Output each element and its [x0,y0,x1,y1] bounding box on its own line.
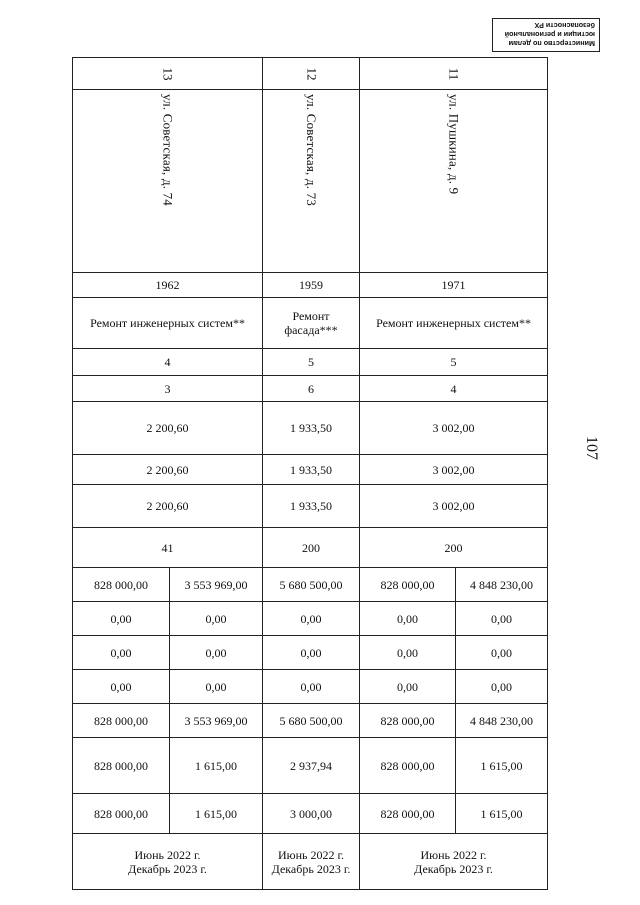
area-residential-cell: 2 200,60 [72,484,262,527]
value-cell: 0,00 [455,635,547,669]
value-cell: 828 000,00 [72,737,169,793]
value-cell: 828 000,00 [359,737,455,793]
year-cell: 1971 [359,272,547,297]
value-cell: 5 680 500,00 [262,703,359,737]
ministry-stamp [492,18,600,52]
work-type-cell: Ремонт фасада*** [262,297,359,348]
stamp-line: юстиции и региональной [504,30,595,39]
value-cell: 1 615,00 [169,793,262,833]
stamp-line: Министерство по делам [508,39,595,48]
year-cell: 1962 [72,272,262,297]
year-cell: 1959 [262,272,359,297]
stamp-line: безопасности РХ [534,21,595,30]
value-cell: 0,00 [169,669,262,703]
area-residential-cell: 1 933,50 [262,484,359,527]
value-cell: 0,00 [169,601,262,635]
residents-cell: 200 [262,527,359,567]
value-cell: 828 000,00 [359,567,455,601]
value-cell: 1 615,00 [455,793,547,833]
value-cell: 828 000,00 [359,793,455,833]
term-cell: Июнь 2022 г. Декабрь 2023 г. [262,833,359,889]
floors-cell: 5 [262,348,359,375]
value-cell: 0,00 [169,635,262,669]
area-living-cell: 1 933,50 [262,454,359,484]
value-cell: 828 000,00 [72,703,169,737]
value-cell: 0,00 [262,601,359,635]
value-cell: 0,00 [262,635,359,669]
column-number-text: 11 [446,67,462,80]
value-cell: 3 553 969,00 [169,567,262,601]
entrances-cell: 6 [262,375,359,401]
page-number: 107 [583,436,600,460]
area-living-cell: 3 002,00 [359,454,547,484]
entrances-cell: 3 [72,375,262,401]
value-cell: 828 000,00 [72,567,169,601]
work-type-cell: Ремонт инженерных систем** [72,297,262,348]
column-number [262,57,359,89]
value-cell: 0,00 [72,635,169,669]
value-cell: 828 000,00 [72,793,169,833]
area-total-cell: 3 002,00 [359,401,547,454]
value-cell: 0,00 [359,601,455,635]
value-cell: 1 615,00 [169,737,262,793]
area-total-cell: 1 933,50 [262,401,359,454]
value-cell: 0,00 [72,601,169,635]
value-cell: 4 848 230,00 [455,703,547,737]
address-text: ул. Советская, д. 73 [304,94,319,207]
column-number [72,57,262,89]
value-cell: 0,00 [72,669,169,703]
value-cell: 3 553 969,00 [169,703,262,737]
value-cell: 0,00 [359,635,455,669]
value-cell: 0,00 [359,669,455,703]
value-cell: 0,00 [262,669,359,703]
value-cell: 5 680 500,00 [262,567,359,601]
term-cell: Июнь 2022 г. Декабрь 2023 г. [72,833,262,889]
address-text: ул. Пушкина, д. 9 [446,94,462,195]
area-residential-cell: 3 002,00 [359,484,547,527]
value-cell: 2 937,94 [262,737,359,793]
area-living-cell: 2 200,60 [72,454,262,484]
value-cell: 0,00 [455,601,547,635]
address-cell [262,89,359,272]
column-number [359,57,547,89]
floors-cell: 5 [359,348,547,375]
value-cell: 4 848 230,00 [455,567,547,601]
work-type-cell: Ремонт инженерных систем** [359,297,547,348]
value-cell: 0,00 [455,669,547,703]
residents-cell: 41 [72,527,262,567]
value-cell: 1 615,00 [455,737,547,793]
residents-cell: 200 [359,527,547,567]
value-cell: 828 000,00 [359,703,455,737]
entrances-cell: 4 [359,375,547,401]
column-number-text: 12 [304,67,319,80]
column-number-text: 13 [160,67,176,80]
address-cell [359,89,547,272]
floors-cell: 4 [72,348,262,375]
value-cell: 3 000,00 [262,793,359,833]
area-total-cell: 2 200,60 [72,401,262,454]
address-cell [72,89,262,272]
term-cell: Июнь 2022 г. Декабрь 2023 г. [359,833,547,889]
address-text: ул. Советская, д. 74 [160,94,176,207]
